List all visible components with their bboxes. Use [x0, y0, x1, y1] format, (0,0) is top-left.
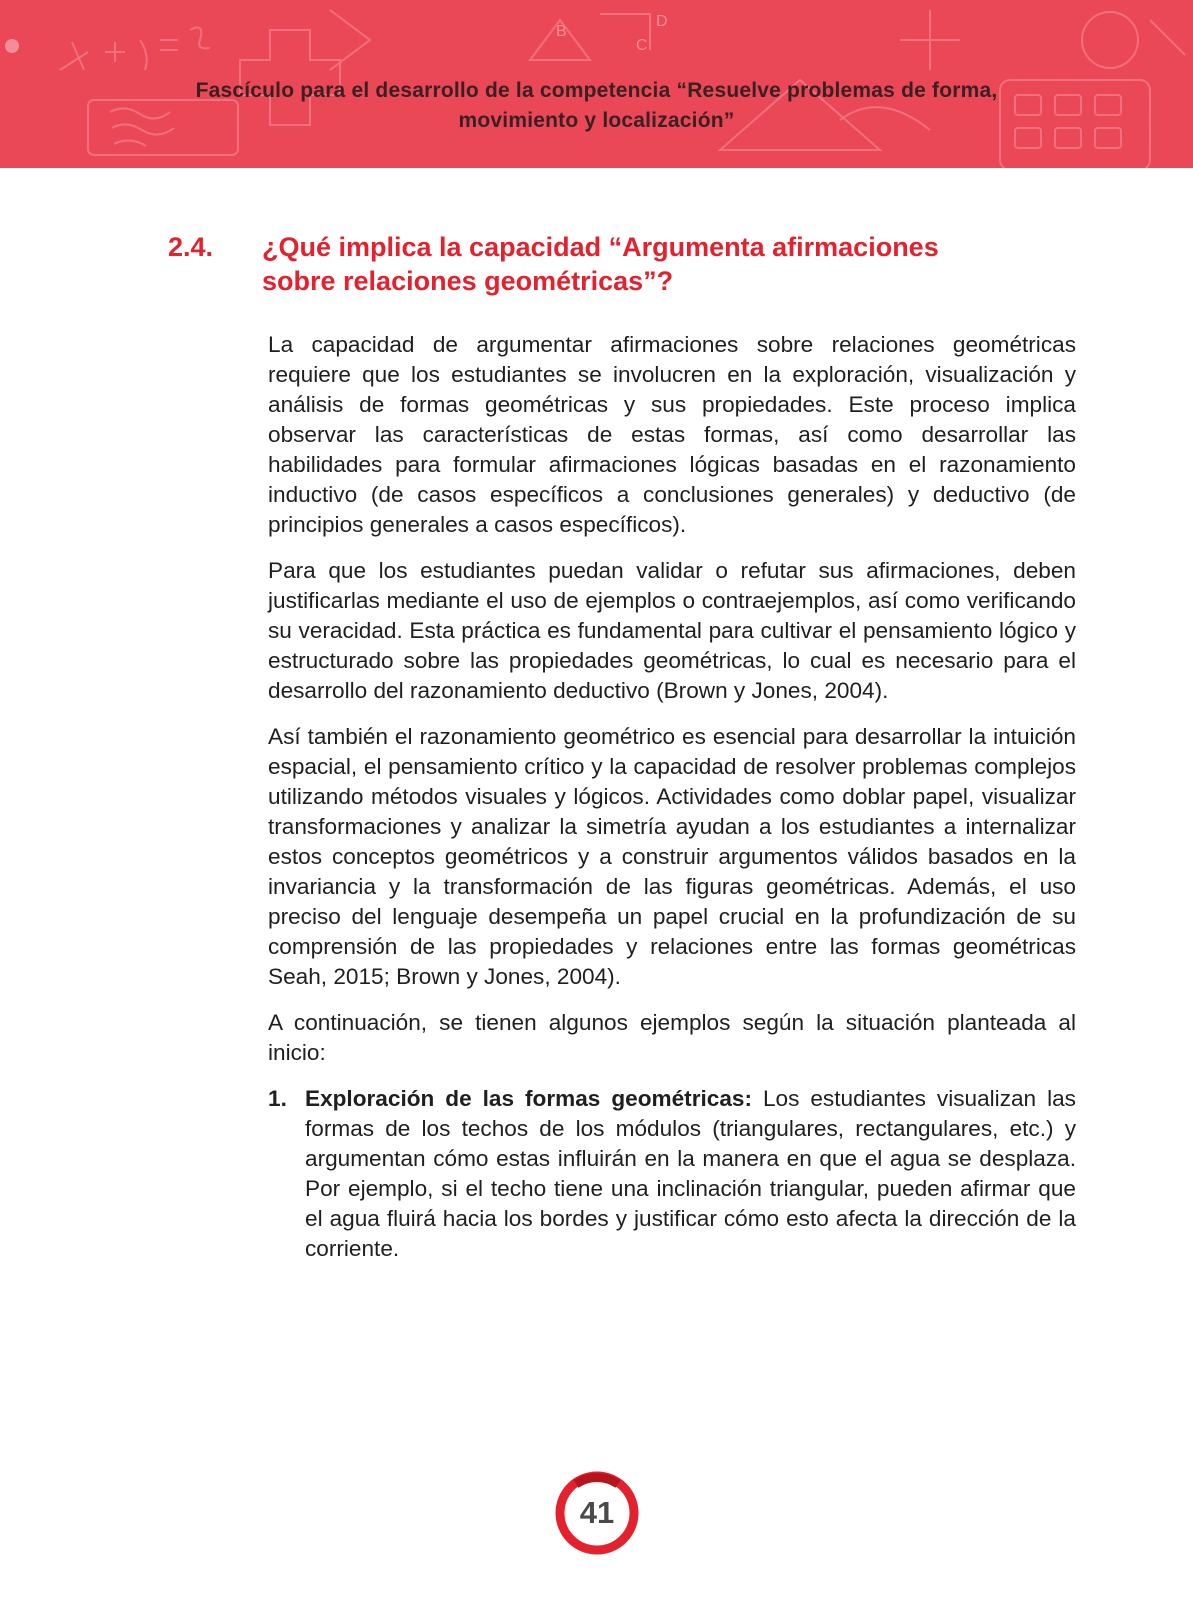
- page-header: [0, 0, 1193, 168]
- list-item-term: Exploración de las formas geométricas:: [305, 1086, 752, 1111]
- svg-text:D: D: [656, 13, 668, 30]
- list-item-number: 1.: [268, 1086, 287, 1111]
- header-title-line2: movimiento y localización”: [458, 109, 735, 132]
- section-title-line1: ¿Qué implica la capacidad “Argumenta afirmaciones: [262, 232, 939, 262]
- header-title: [0, 76, 1193, 136]
- svg-text:C: C: [636, 37, 648, 54]
- paragraph-3: Así también el razonamiento geométrico es esencial para desarrollar la intuición espacial, el pensamiento crítico y la capacidad de resolver problemas complejos utilizando métodos visuales y lógicos. Actividades como doblar papel, visualizar transformaciones y analizar la simetría ayudan a los estudiantes a internalizar estos conceptos geométricos y a construir argumentos válidos basados en la invariancia y la transformación de las figuras geométricas. Además, el uso preciso del lenguaje desempeña un papel crucial en la profundización de su comprensión de las propiedades y relaciones entre las formas geométricas Seah, 2015; Brown y Jones, 2004).: [268, 724, 1076, 989]
- section-title-line2: sobre relaciones geométricas”?: [262, 266, 674, 296]
- paragraph-2: Para que los estudiantes puedan validar o refutar sus afirmaciones, deben justificarlas mediante el uso de ejemplos o contraejemplos, así como verificando su veracidad. Esta práctica es fundamental para cultivar el pensamiento lógico y estructurado sobre las propiedades geométricas, lo cual es necesario para el desarrollo del razonamiento deductivo (Brown y Jones, 2004).: [268, 558, 1076, 703]
- header-title-line1: Fascículo para el desarrollo de la competencia “Resuelve problemas de forma,: [195, 79, 998, 102]
- list-item-text: Los estudiantes visualizan las formas de los techos de los módulos (triangulares, rectangulares, etc.) y argumentan cómo estas influirán en la manera en que el agua se desplaza. Por ejemplo, si el techo tiene una inclinación triangular, pueden afirmar que el agua fluirá hacia los bordes y justificar cómo esto afecta la dirección de la corriente.: [305, 1086, 1076, 1261]
- list-item: [268, 1084, 1076, 1264]
- body-content: [268, 330, 1076, 1280]
- paragraph-4: A continuación, se tienen algunos ejemplos según la situación planteada al inicio:: [268, 1010, 1076, 1065]
- svg-text:B: B: [556, 23, 567, 40]
- page-number: 41: [579, 1495, 615, 1530]
- paragraph-1: La capacidad de argumentar afirmaciones sobre relaciones geométricas requiere que los estudiantes se involucren en la exploración, visualización y análisis de formas geométricas y sus propiedades. Este proceso implica observar las características de estas formas, así como desarrollar las habilidades para formular afirmaciones lógicas basadas en el razonamiento inductivo (de casos específicos a conclusiones generales) y deductivo (de principios generales a casos específicos).: [268, 332, 1076, 537]
- section-number: 2.4.: [168, 232, 214, 262]
- section-title: [262, 230, 1062, 298]
